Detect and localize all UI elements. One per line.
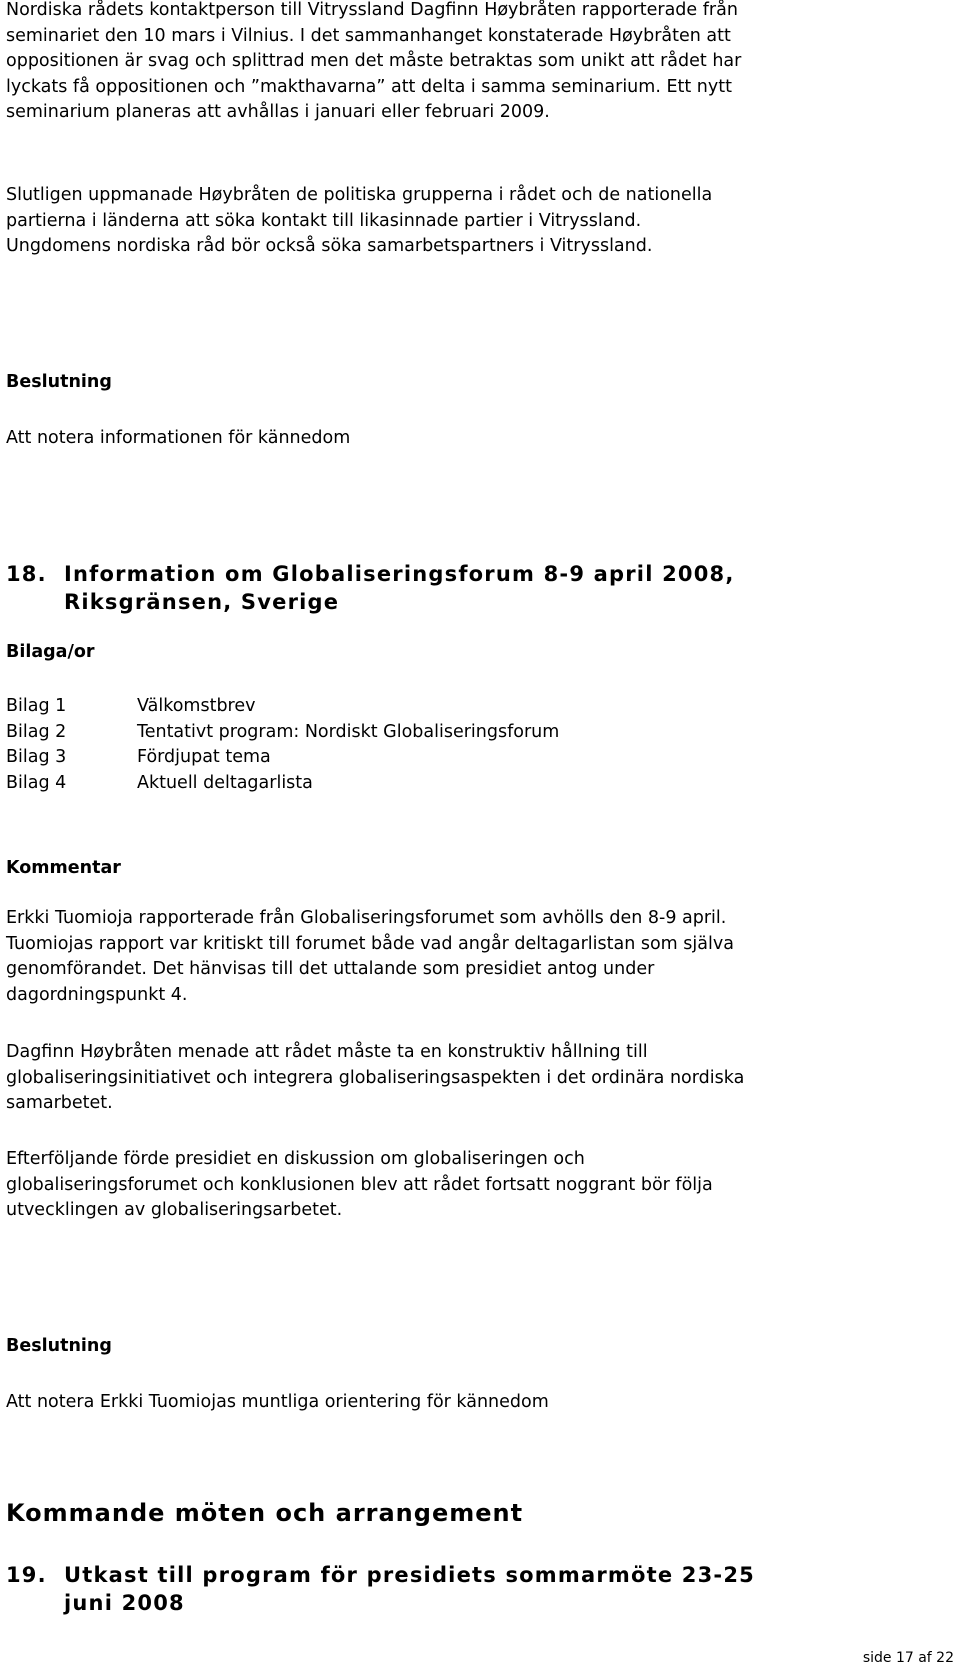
comment-paragraph-3: Efterföljande förde presidiet en diskussion om globaliseringen och globaliseringsforumet och konklusionen blev att rådet fortsatt noggrant bör följa utvecklingen av globaliseringsarbetet.	[6, 1149, 713, 1221]
item-18-number: 18.	[6, 562, 47, 586]
decision-text-2: Att notera Erkki Tuomiojas muntliga orientering för kännedom	[6, 1392, 549, 1412]
attachment-title: Välkomstbrev	[137, 696, 256, 716]
comment-heading: Kommentar	[6, 858, 121, 878]
paragraph-vitryssland-seminar: Nordiska rådets kontaktperson till Vitryssland Dagfinn Høybråten rapporterade från seminariet den 10 mars i Vilnius. I det sammanhanget konstaterade Høybråten att oppositionen är svag och splittrad men det måste betraktas som unikt att rådet har lyckats få oppositionen och ”makthavarna” att delta i samma seminarium. Ett nytt seminarium planeras att avhållas i januari eller februari 2009.	[6, 0, 742, 123]
attachment-label: Bilag 2	[6, 721, 67, 742]
attachment-row	[6, 694, 559, 720]
comment-paragraph-2: Dagfinn Høybråten menade att rådet måste ta en konstruktiv hållning till globaliseringsinitiativet och integrera globaliseringsaspekten i det ordinära nordiska samarbetet.	[6, 1042, 745, 1114]
item-19-heading	[6, 1561, 764, 1617]
item-19-title: Utkast till program för presidiets sommarmöte 23-25 juni 2008	[64, 1563, 755, 1615]
attachment-label: Bilag 1	[6, 696, 67, 716]
attachment-row	[6, 771, 559, 797]
page-number: side 17 af 22	[862, 1650, 954, 1666]
section-heading-meetings: Kommande möten och arrangement	[6, 1499, 524, 1527]
attachment-row	[6, 720, 559, 746]
attachments-table	[6, 694, 559, 796]
attachment-title: Tentativt program: Nordiskt Globaliseringsforum	[137, 721, 560, 742]
decision-heading-1: Beslutning	[6, 372, 112, 392]
attachments-heading: Bilaga/or	[6, 642, 95, 662]
item-18-heading	[6, 560, 824, 616]
decision-text-1: Att notera informationen för kännedom	[6, 428, 351, 448]
attachment-label: Bilag 3	[6, 747, 67, 767]
paragraph-political-groups: Slutligen uppmanade Høybråten de politiska grupperna i rådet och de nationella partierna i länderna att söka kontakt till likasinnade partier i Vitryssland. Ungdomens nordiska råd bör också söka samarbetspartners i Vitryssland.	[6, 185, 713, 257]
decision-heading-2: Beslutning	[6, 1336, 112, 1356]
attachment-title: Fördjupat tema	[137, 747, 271, 767]
attachment-row	[6, 745, 559, 771]
attachment-title: Aktuell deltagarlista	[137, 772, 313, 793]
comment-paragraph-1: Erkki Tuomioja rapporterade från Globaliseringsforumet som avhölls den 8-9 april. Tuomiojas rapport var kritiskt till forumet både vad angår deltagarlistan som själva genomförandet. Det hänvisas till det uttalande som presidiet antog under dagordningspunkt 4.	[6, 908, 734, 1005]
item-18-title: Information om Globaliseringsforum 8-9 april 2008, Riksgränsen, Sverige	[64, 562, 735, 614]
attachment-label: Bilag 4	[6, 772, 67, 793]
item-19-number: 19.	[6, 1563, 47, 1587]
